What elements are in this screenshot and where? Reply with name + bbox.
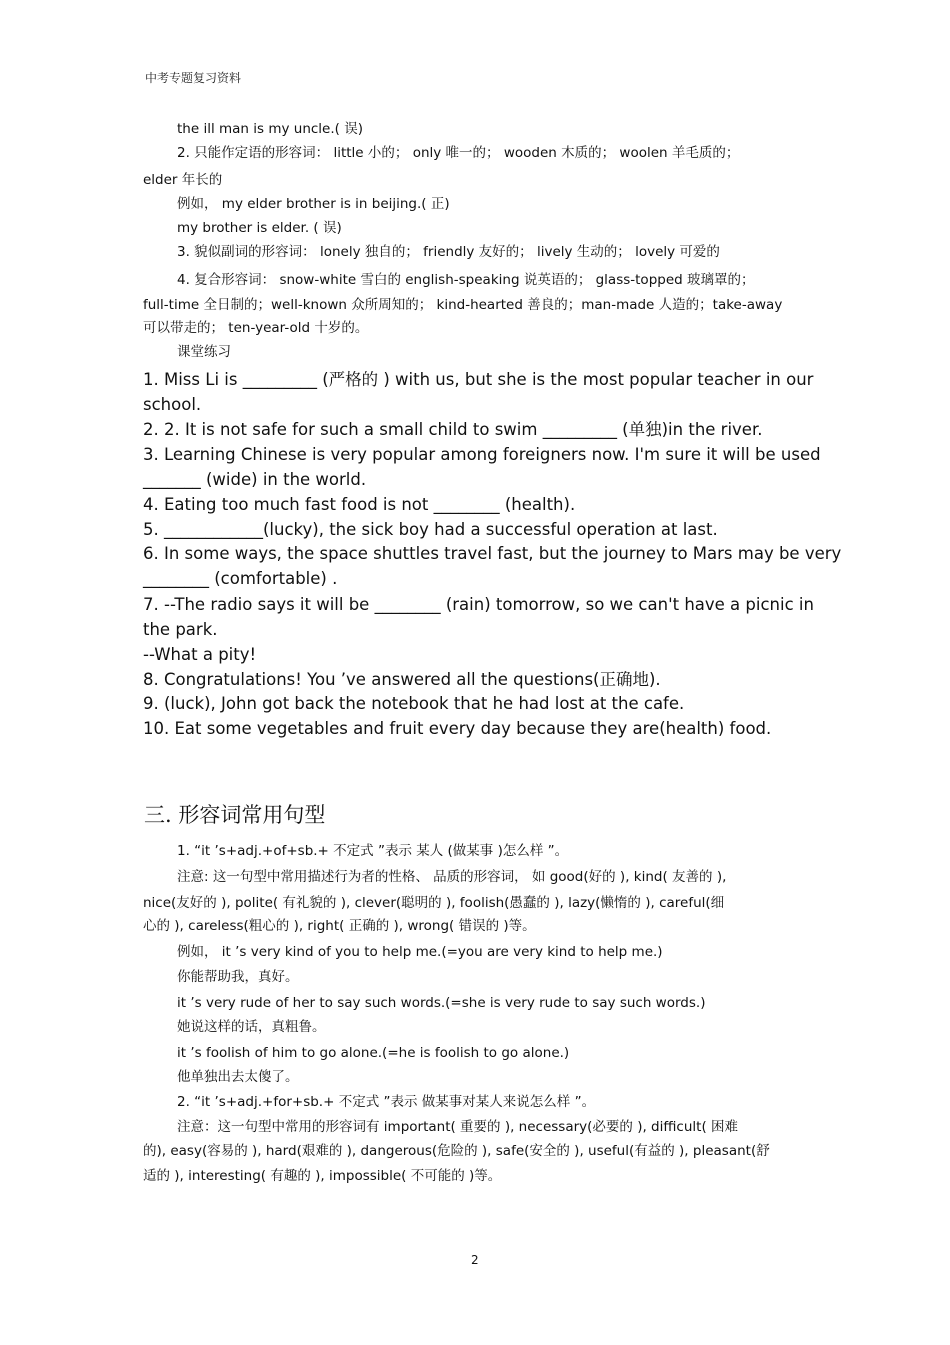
exercise-line: 10. Eat some vegetables and fruit every day because they are(health) food. <box>143 719 772 738</box>
text-line: nice(友好的 ), polite( 有礼貌的 ), clever(聪明的 ), foolish(愚蠢的 ), lazy(懒惰的 ), careful(细 <box>143 895 725 911</box>
translation-line: 她说这样的话，真粗鲁。 <box>177 1019 326 1035</box>
text-line: full-time 全日制的；well-known 众所周知的； kind-hearted 善良的；man-made 人造的；take-away <box>143 297 783 313</box>
text-line: elder 年长的 <box>143 172 223 188</box>
exercise-line: _______ (wide) in the world. <box>143 470 367 489</box>
text-line: 4. 复合形容词： snow-white 雪白的 english-speaking 说英语的； glass-topped 玻璃罩的； <box>177 272 755 288</box>
exercise-line: 6. In some ways, the space shuttles travel fast, but the journey to Mars may be very <box>143 544 842 563</box>
text-line: 2. “it ’s+adj.+for+sb.+ 不定式 ”表示 做某事对某人来说怎么样 ”。 <box>177 1094 596 1110</box>
exercise-line: 4. Eating too much fast food is not ________ (health). <box>143 495 576 514</box>
text-line: 可以带走的； ten-year-old 十岁的。 <box>143 320 369 336</box>
exercise-line: --What a pity! <box>143 645 257 664</box>
exercise-line: 5. ____________(lucky), the sick boy had a successful operation at last. <box>143 520 718 539</box>
example-line: it ’s foolish of him to go alone.(=he is foolish to go alone.) <box>177 1045 570 1061</box>
exercise-line: the park. <box>143 620 218 639</box>
text-line: 适的 ), interesting( 有趣的 ), impossible( 不可能的 )等。 <box>143 1168 502 1184</box>
exercise-line: ________ (comfortable) . <box>143 569 338 588</box>
page-header: 中考专题复习资料 <box>145 71 242 85</box>
exercise-line: school. <box>143 395 202 414</box>
exercise-line: 9. (luck), John got back the notebook that he had lost at the cafe. <box>143 694 685 713</box>
example-line: it ’s very rude of her to say such words.(=she is very rude to say such words.) <box>177 995 706 1011</box>
exercise-line: 3. Learning Chinese is very popular among foreigners now. I'm sure it will be used <box>143 445 821 464</box>
translation-line: 他单独出去太傻了。 <box>177 1069 299 1085</box>
text-line: 3. 貌似副词的形容词： lonely 独自的； friendly 友好的； lively 生动的； lovely 可爱的 <box>177 244 720 260</box>
text-line: 心的 ), careless(粗心的 ), right( 正确的 ), wrong( 错误的 )等。 <box>143 918 536 934</box>
exercise-line: 2. 2. It is not safe for such a small child to swim _________ (单独)in the river. <box>143 420 763 439</box>
exercise-line: 7. --The radio says it will be ________ (rain) tomorrow, so we can't have a picnic in <box>143 595 814 614</box>
text-line: 注意: 这一句型中常用描述行为者的性格、 品质的形容词， 如 good(好的 ), kind( 友善的 ), <box>177 869 727 885</box>
page-number: 2 <box>471 1253 479 1267</box>
text-line: 的), easy(容易的 ), hard(艰难的 ), dangerous(危险的 ), safe(安全的 ), useful(有益的 ), pleasant(舒 <box>143 1143 770 1159</box>
subheading: 课堂练习 <box>177 344 231 360</box>
example-line: 例如， it ’s very kind of you to help me.(=you are very kind to help me.) <box>177 944 663 960</box>
translation-line: 你能帮助我，真好。 <box>177 969 299 985</box>
text-line: 1. “it ’s+adj.+of+sb.+ 不定式 ”表示 某人 (做某事 )怎么样 ”。 <box>177 843 569 859</box>
text-line: 注意：这一句型中常用的形容词有 important( 重要的 ), necessary(必要的 ), difficult( 困难 <box>177 1119 739 1135</box>
exercise-line: 8. Congratulations! You ’ve answered all the questions(正确地). <box>143 670 661 689</box>
text-line: 例如， my elder brother is in beijing.( 正) <box>177 196 450 212</box>
text-line: 2. 只能作定语的形容词： little 小的； only 唯一的； wooden 木质的； woolen 羊毛质的； <box>177 145 740 161</box>
exercise-line: 1. Miss Li is _________ (严格的 ) with us, but she is the most popular teacher in our <box>143 370 814 389</box>
text-line: the ill man is my uncle.( 误) <box>177 121 363 137</box>
text-line: my brother is elder. ( 误) <box>177 220 342 236</box>
section-title: 三. 形容词常用句型 <box>144 803 326 827</box>
